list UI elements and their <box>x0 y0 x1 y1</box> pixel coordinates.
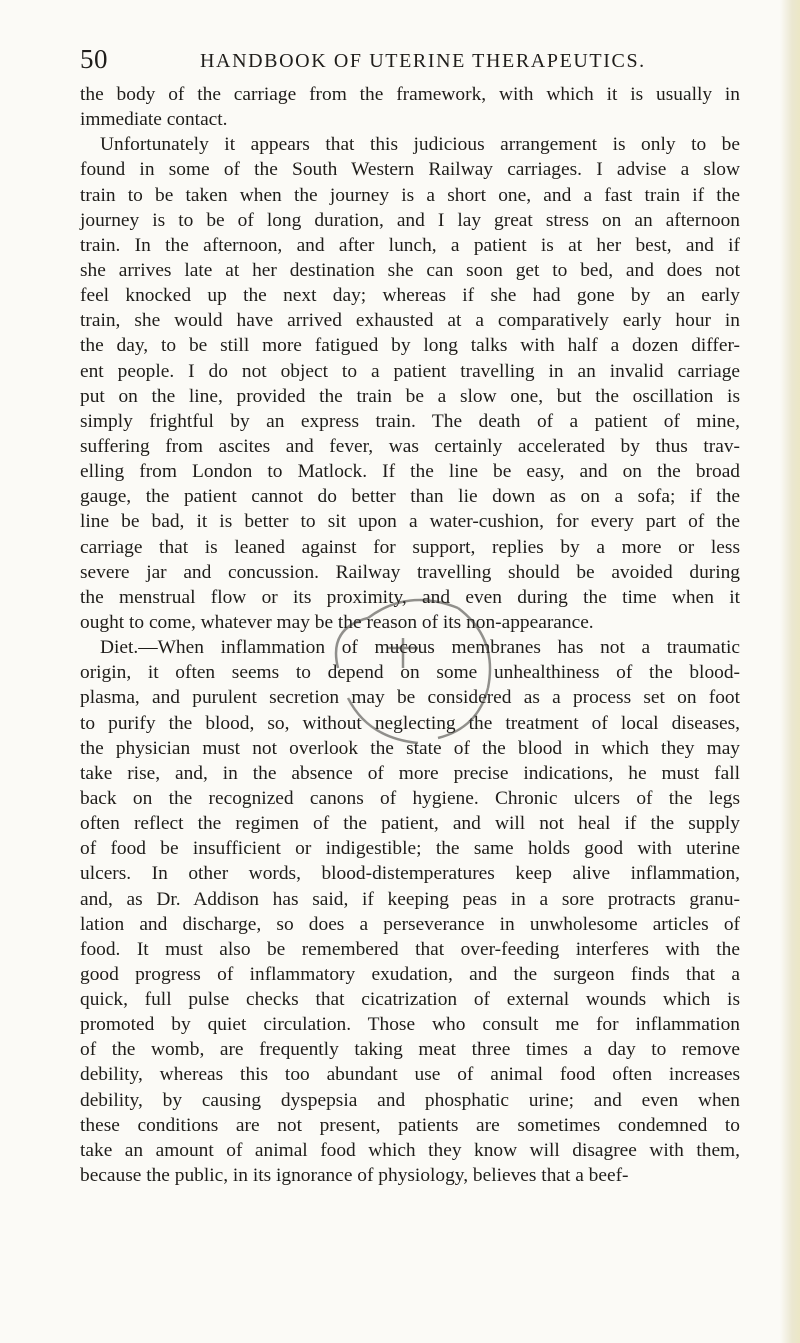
text-line: plasma, and purulent secretion may be considered as a process set on foot <box>80 687 740 709</box>
text-line: good progress of inflammatory exudation, and the surgeon finds that a <box>80 963 740 985</box>
text-line: train. In the afternoon, and after lunch, a patient is at her best, and if <box>80 234 740 256</box>
running-head: HANDBOOK OF UTERINE THERAPEUTICS. <box>200 50 646 72</box>
text-line: immediate contact. <box>80 109 228 131</box>
text-line: ulcers. In other words, blood-distemperatures keep alive inflammation, <box>80 863 740 885</box>
text-line: the body of the carriage from the framework, with which it is usually in <box>80 84 740 105</box>
text-line: elling from London to Matlock. If the line be easy, and on the broad <box>80 461 740 483</box>
text-line: because the public, in its ignorance of physiology, believes that a beef- <box>80 1165 629 1187</box>
text-line: she arrives late at her destination she can soon get to bed, and does not <box>80 259 740 281</box>
text-line: debility, by causing dyspepsia and phosphatic urine; and even when <box>80 1089 740 1111</box>
text-line: found in some of the South Western Railway carriages. I advise a slow <box>80 159 740 181</box>
text-line: feel knocked up the next day; whereas if she had gone by an early <box>80 285 740 307</box>
text-line: take rise, and, in the absence of more precise indications, he must fall <box>80 762 740 784</box>
page-number: 50 <box>80 44 108 74</box>
page-header <box>80 44 730 78</box>
text-line: ent people. I do not object to a patient travelling in an invalid carriage <box>80 360 740 382</box>
text-line: severe jar and concussion. Railway travelling should be avoided during <box>80 561 740 583</box>
text-line: train to be taken when the journey is a short one, and a fast train if the <box>80 184 740 206</box>
text-line: train, she would have arrived exhausted at a comparatively early hour in <box>80 310 740 332</box>
text-line: origin, it often seems to depend on some unhealthiness of the blood- <box>80 662 740 684</box>
text-line: these conditions are not present, patients are sometimes condemned to <box>80 1114 740 1136</box>
text-line: debility, whereas this too abundant use of animal food often increases <box>80 1064 740 1086</box>
text-line: lation and discharge, so does a perseverance in unwholesome articles of <box>80 913 740 935</box>
text-line: Diet.—When inflammation of mucous membranes has not a traumatic <box>100 637 740 659</box>
text-line: put on the line, provided the train be a slow one, but the oscillation is <box>80 385 740 407</box>
text-line: to purify the blood, so, without neglecting the treatment of local diseases, <box>80 712 740 734</box>
text-line: the day, to be still more fatigued by long talks with half a dozen differ- <box>80 335 740 357</box>
text-line: often reflect the regimen of the patient, and will not heal if the supply <box>80 813 740 835</box>
text-line: suffering from ascites and fever, was certainly accelerated by thus trav- <box>80 435 740 457</box>
text-line: ought to come, whatever may be the reason of its non-appearance. <box>80 611 594 633</box>
text-line: Unfortunately it appears that this judicious arrangement is only to be <box>100 134 740 156</box>
text-line: the physician must not overlook the state of the blood in which they may <box>80 737 740 759</box>
text-line: gauge, the patient cannot do better than lie down as on a sofa; if the <box>80 486 740 508</box>
text-line: carriage that is leaned against for support, replies by a more or less <box>80 536 740 558</box>
text-line: promoted by quiet circulation. Those who consult me for inflammation <box>80 1014 740 1036</box>
text-line: quick, full pulse checks that cicatrization of external wounds which is <box>80 989 740 1011</box>
text-line: journey is to be of long duration, and I lay great stress on an afternoon <box>80 209 740 231</box>
text-line: simply frightful by an express train. The death of a patient of mine, <box>80 410 740 432</box>
text-line: take an amount of animal food which they know will disagree with them, <box>80 1139 740 1161</box>
text-line: food. It must also be remembered that over-feeding interferes with the <box>80 938 740 960</box>
text-line: the menstrual flow or its proximity, and even during the time when it <box>80 586 740 608</box>
text-line: and, as Dr. Addison has said, if keeping peas in a sore protracts granu- <box>80 888 740 910</box>
text-line: line be bad, it is better to sit upon a water-cushion, for every part of the <box>80 511 740 533</box>
page-edge-shadow <box>780 0 800 1343</box>
text-line: of food be insufficient or indigestible; the same holds good with uterine <box>80 838 740 860</box>
body-text <box>80 82 740 1188</box>
text-line: back on the recognized canons of hygiene. Chronic ulcers of the legs <box>80 787 740 809</box>
text-line: of the womb, are frequently taking meat three times a day to remove <box>80 1039 740 1061</box>
